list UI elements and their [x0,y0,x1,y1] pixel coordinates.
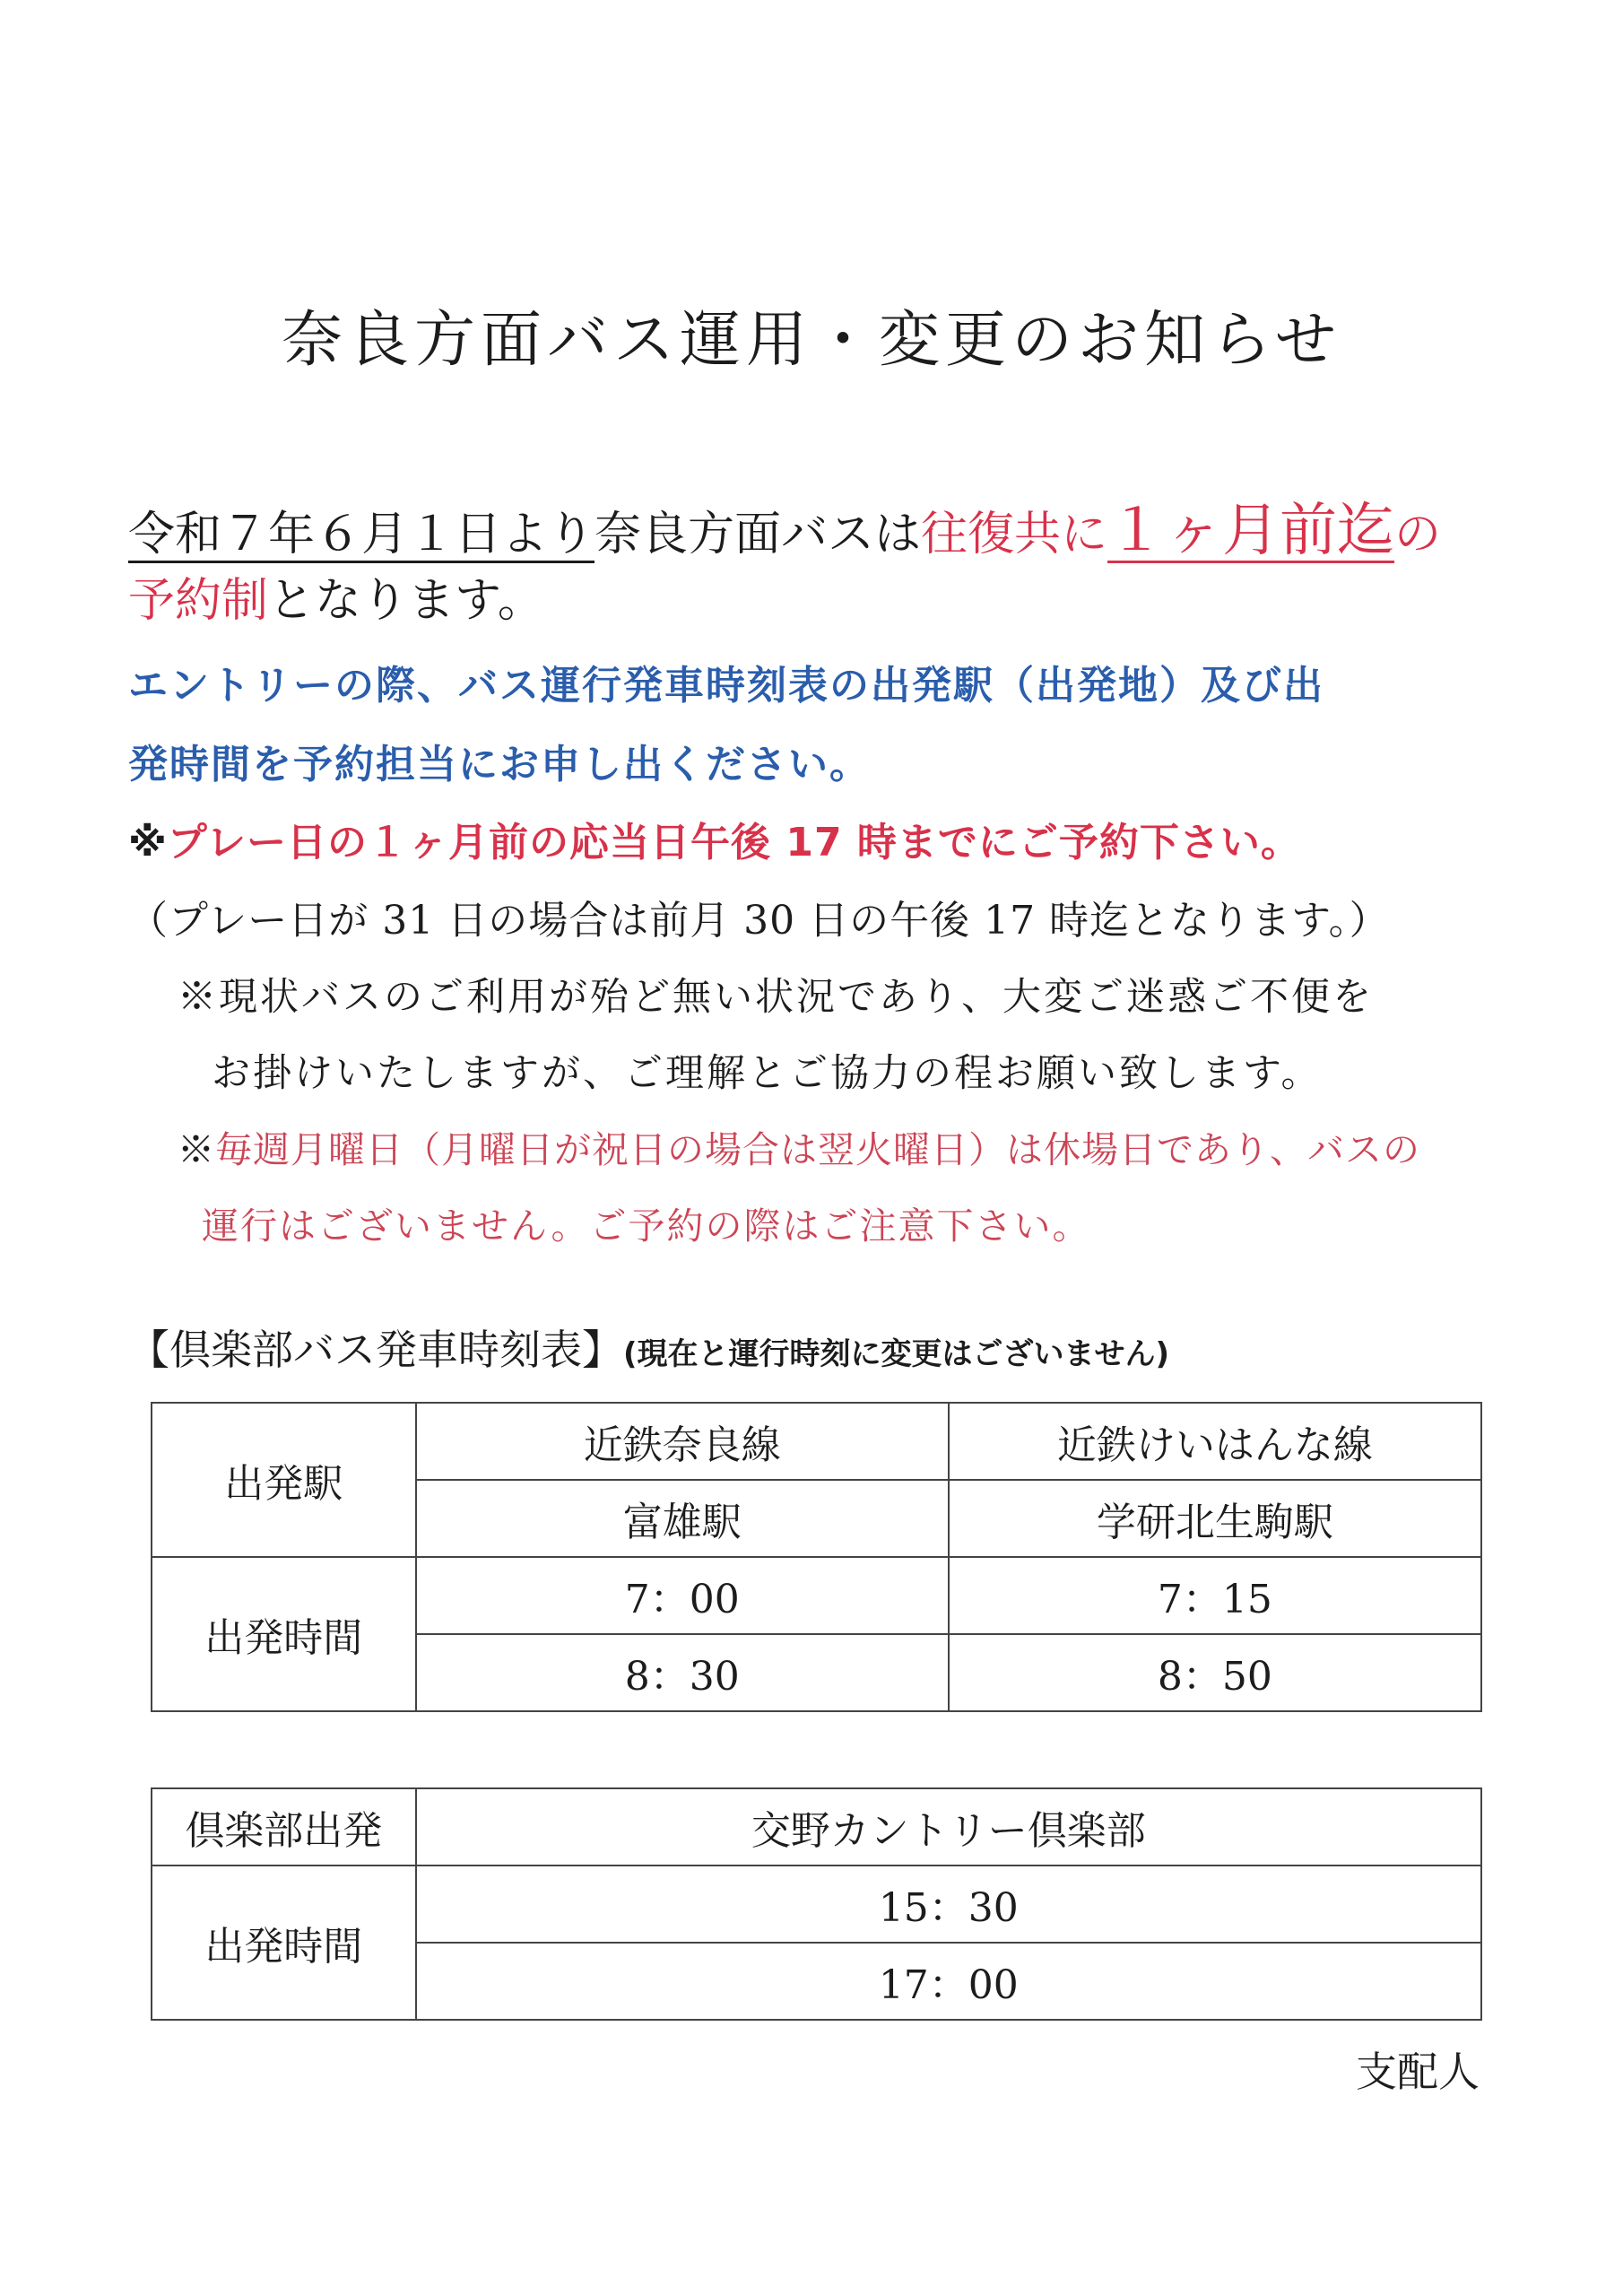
time-cell: 7：15 [949,1557,1481,1634]
station-cell: 学研北生駒駅 [949,1480,1481,1557]
apology-line-1: ※現状バスのご利用が殆ど無い状況であり、大変ご迷惑ご不便を [178,975,1374,1020]
time-label-cell: 出発時間 [152,1557,416,1711]
holiday-line-1 [178,1118,1420,1181]
deadline-note: （プレー日が 31 日の場合は前月 30 日の午後 17 時迄となります。） [128,898,1390,944]
station-label-cell: 出発駅 [152,1403,416,1557]
holiday-text: 毎週月曜日（月曜日が祝日の場合は翌火曜日）は休場日であり、バスの [215,1128,1420,1171]
notice-text-end: となります。 [268,574,544,628]
time-cell: 17：00 [416,1943,1481,2020]
entry-instruction-line-1: エントリーの際、バス運行発車時刻表の出発駅（出発地）及び出 [128,663,1324,709]
deadline-text: プレー日の１ヶ月前の応当日午後 17 時までにご予約下さい。 [167,820,1301,865]
route-line-cell: 近鉄奈良線 [416,1403,949,1480]
route-line-cell: 近鉄けいはんな線 [949,1403,1481,1480]
depart-label-cell: 倶楽部出発 [152,1788,416,1866]
club-cell: 交野カントリー倶楽部 [416,1788,1481,1866]
deadline-line [128,812,1301,874]
notice-line-1 [128,491,1441,574]
table-row [152,1788,1481,1866]
reference-mark: ※ [128,820,168,865]
signature: 支配人 [1356,2048,1480,2096]
time-label-cell: 出発時間 [152,1866,416,2020]
notice-line-2 [128,565,544,637]
return-timetable [151,1787,1482,2021]
departure-timetable [151,1402,1482,1712]
reservation-system-text: 予約制 [128,574,269,628]
timetable-note: (現在と運行時刻に変更はございません) [623,1336,1170,1372]
timetable-title: 【倶楽部バス発車時刻表】 [128,1326,623,1374]
page-title: 奈良方面バス運用・変更のお知らせ [282,305,1341,376]
time-cell: 8：30 [416,1634,949,1711]
effective-date: 令和７年６月１日より [128,508,595,561]
one-month-before-text: １ヶ月前迄 [1107,498,1395,564]
holiday-line-2: 運行はございません。ご予約の際はご注意下さい。 [202,1205,1091,1248]
reference-mark: ※ [178,1128,215,1171]
particle-text: の [1394,508,1442,561]
round-trip-text: 往復共に [921,508,1108,561]
notice-text: 奈良方面バスは [595,508,922,561]
apology-line-2: お掛けいたしますが、ご理解とご協力の程お願い致します。 [212,1051,1323,1096]
table-row [152,1557,1481,1634]
table-row [152,1866,1481,1943]
timetable-heading [128,1314,1169,1390]
time-cell: 7：00 [416,1557,949,1634]
entry-instruction-line-2: 発時間を予約担当にお申し出ください。 [128,742,871,787]
table-row [152,1403,1481,1480]
time-cell: 15：30 [416,1866,1481,1943]
time-cell: 8：50 [949,1634,1481,1711]
station-cell: 富雄駅 [416,1480,949,1557]
